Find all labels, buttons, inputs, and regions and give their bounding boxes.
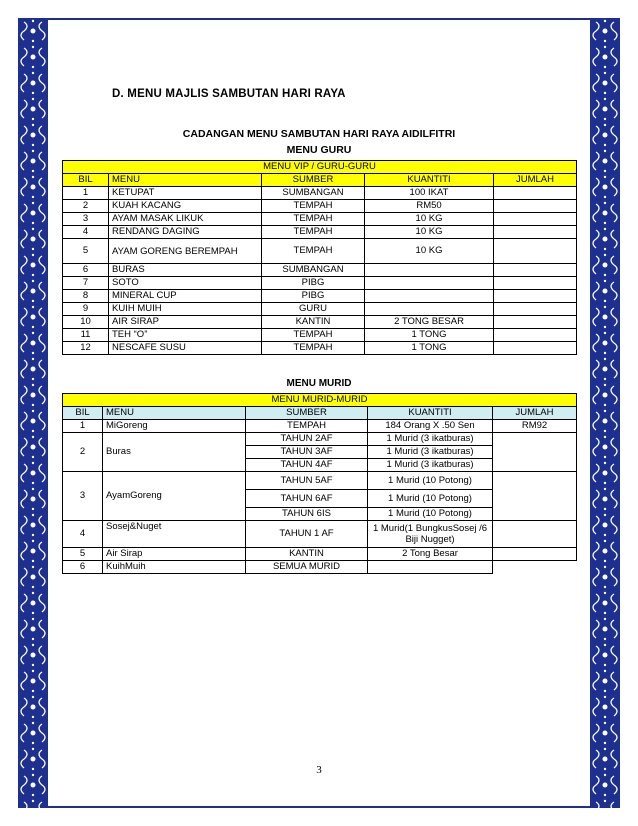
table-cell: 1 TONG [365, 342, 494, 355]
table-cell: PIBG [262, 277, 365, 290]
table-header-row [63, 174, 577, 187]
table-row [63, 290, 577, 303]
table-cell: 1 Murid (10 Potong) [368, 508, 493, 521]
table-cell [494, 226, 577, 239]
table-row [63, 264, 577, 277]
header-cell: MENU [109, 174, 262, 187]
table-cell: TEMPAH [262, 239, 365, 264]
table-row [63, 433, 577, 446]
table-cell: TAHUN 5AF [246, 472, 368, 490]
table-cell: TEMPAH [262, 342, 365, 355]
table-cell [365, 290, 494, 303]
table-cell: 2 [63, 433, 103, 472]
table-cell: Air Sirap [103, 548, 246, 561]
table-cell: 2 TONG BESAR [365, 316, 494, 329]
table-cell: 9 [63, 303, 109, 316]
header-cell: BIL [63, 407, 103, 420]
table-cell: GURU [262, 303, 365, 316]
table-cell: 1 Murid (3 ikatburas) [368, 446, 493, 459]
table-cell [493, 433, 577, 472]
table-cell [368, 561, 493, 574]
table-cell: SUMBANGAN [262, 264, 365, 277]
table-cell: 11 [63, 329, 109, 342]
table-cell [493, 548, 577, 561]
table-cell: TEH “O” [109, 329, 262, 342]
table-cell: SOTO [109, 277, 262, 290]
table-row [63, 548, 577, 561]
table-header-row [63, 407, 577, 420]
table-cell: NESCAFE SUSU [109, 342, 262, 355]
table-cell: MiGoreng [103, 420, 246, 433]
table-cell: TAHUN 6IS [246, 508, 368, 521]
table-cell: 6 [63, 264, 109, 277]
table-row [63, 200, 577, 213]
table-cell: RENDANG DAGING [109, 226, 262, 239]
table-cell [494, 200, 577, 213]
table-cell: 10 KG [365, 213, 494, 226]
table-cell: 5 [63, 548, 103, 561]
table-cell: 1 Murid (10 Potong) [368, 472, 493, 490]
table-cell [494, 303, 577, 316]
table-cell: KANTIN [246, 548, 368, 561]
table-cell: 1 [63, 187, 109, 200]
table-row [63, 187, 577, 200]
table-cell: 100 IKAT [365, 187, 494, 200]
table-row [63, 226, 577, 239]
table-cell: 1 Murid(1 BungkusSosej /6 Biji Nugget) [368, 521, 493, 548]
document-title: CADANGAN MENU SAMBUTAN HARI RAYA AIDILFITRI [182, 128, 456, 140]
table-cell: AIR SIRAP [109, 316, 262, 329]
table-row [63, 303, 577, 316]
table-row [63, 316, 577, 329]
table-row [63, 329, 577, 342]
table-cell [494, 239, 577, 264]
table-cell [494, 213, 577, 226]
table-cell: Buras [103, 433, 246, 472]
table-cell: 8 [63, 290, 109, 303]
table-cell: SEMUA MURID [246, 561, 368, 574]
table-cell: TAHUN 4AF [246, 459, 368, 472]
table-cell: 2 Tong Besar [368, 548, 493, 561]
table-cell: 4 [63, 226, 109, 239]
murid-menu-table [62, 393, 577, 574]
table-row [63, 521, 577, 548]
table-cell: KUIH MUIH [109, 303, 262, 316]
table-cell: 1 Murid (3 ikatburas) [368, 433, 493, 446]
table-cell: KuihMuih [103, 561, 246, 574]
table-cell: AyamGoreng [103, 472, 246, 521]
table-cell: 1 [63, 420, 103, 433]
table-cell: AYAM MASAK LIKUK [109, 213, 262, 226]
table-cell: TEMPAH [246, 420, 368, 433]
table-cell: BURAS [109, 264, 262, 277]
table-cell: 12 [63, 342, 109, 355]
table-cell [494, 264, 577, 277]
table-cell [494, 187, 577, 200]
table-cell [494, 290, 577, 303]
table-cell: 6 [63, 561, 103, 574]
table-cell [365, 303, 494, 316]
table-cell [494, 277, 577, 290]
table-cell: 10 [63, 316, 109, 329]
table-cell: TEMPAH [262, 329, 365, 342]
table-cell: KUAH KACANG [109, 200, 262, 213]
table-cell: KANTIN [262, 316, 365, 329]
floral-pattern-icon [18, 18, 48, 808]
table-cell: AYAM GORENG BEREMPAH [109, 239, 262, 264]
table-cell: SUMBANGAN [262, 187, 365, 200]
left-decorative-border [18, 18, 48, 808]
table-cell: 3 [63, 472, 103, 521]
table-row [63, 472, 577, 490]
header-cell: MENU [103, 407, 246, 420]
table-row [63, 420, 577, 433]
table-row [63, 561, 577, 574]
table-cell [365, 264, 494, 277]
table-row [63, 239, 577, 264]
floral-pattern-icon [590, 18, 620, 808]
table-cell [494, 342, 577, 355]
section-heading: D. MENU MAJLIS SAMBUTAN HARI RAYA [112, 88, 346, 100]
table-row [63, 213, 577, 226]
table-cell [494, 329, 577, 342]
table-cell: RM92 [493, 420, 577, 433]
table-cell: TEMPAH [262, 226, 365, 239]
table-cell: MINERAL CUP [109, 290, 262, 303]
table-cell: TEMPAH [262, 213, 365, 226]
table-cell: TAHUN 2AF [246, 433, 368, 446]
table-cell: TAHUN 3AF [246, 446, 368, 459]
header-cell: KUANTITI [365, 174, 494, 187]
table-cell: 4 [63, 521, 103, 548]
table-banner: MENU MURID-MURID [63, 394, 577, 407]
table-cell: PIBG [262, 290, 365, 303]
table-cell: RM50 [365, 200, 494, 213]
table-cell: TEMPAH [262, 200, 365, 213]
table-cell: 10 KG [365, 226, 494, 239]
table-banner: MENU VIP / GURU-GURU [63, 161, 577, 174]
table-cell: 7 [63, 277, 109, 290]
table-cell [494, 316, 577, 329]
table-cell: 1 Murid (10 Potong) [368, 490, 493, 508]
header-cell: SUMBER [262, 174, 365, 187]
table-row [63, 342, 577, 355]
table-cell: 10 KG [365, 239, 494, 264]
table-cell [365, 277, 494, 290]
table-row [63, 277, 577, 290]
table-cell [493, 561, 577, 574]
table-cell: 1 TONG [365, 329, 494, 342]
header-cell: JUMLAH [494, 174, 577, 187]
murid-title: MENU MURID [286, 378, 352, 389]
table-cell [493, 472, 577, 521]
right-decorative-border [590, 18, 620, 808]
page-number: 3 [316, 764, 322, 776]
table-cell: TAHUN 1 AF [246, 521, 368, 548]
table-cell: 3 [63, 213, 109, 226]
header-cell: SUMBER [246, 407, 368, 420]
table-cell: TAHUN 6AF [246, 490, 368, 508]
table-cell: 2 [63, 200, 109, 213]
table-cell: 184 Orang X .50 Sen [368, 420, 493, 433]
table-cell: KETUPAT [109, 187, 262, 200]
header-cell: BIL [63, 174, 109, 187]
document-subtitle: MENU GURU [286, 144, 352, 156]
table-cell: Sosej&Nuget [103, 521, 246, 548]
header-cell: JUMLAH [493, 407, 577, 420]
table-cell: 1 Murid (3 ikatburas) [368, 459, 493, 472]
table-cell: 5 [63, 239, 109, 264]
table-cell [493, 521, 577, 548]
guru-menu-table [62, 160, 577, 355]
header-cell: KUANTITI [368, 407, 493, 420]
